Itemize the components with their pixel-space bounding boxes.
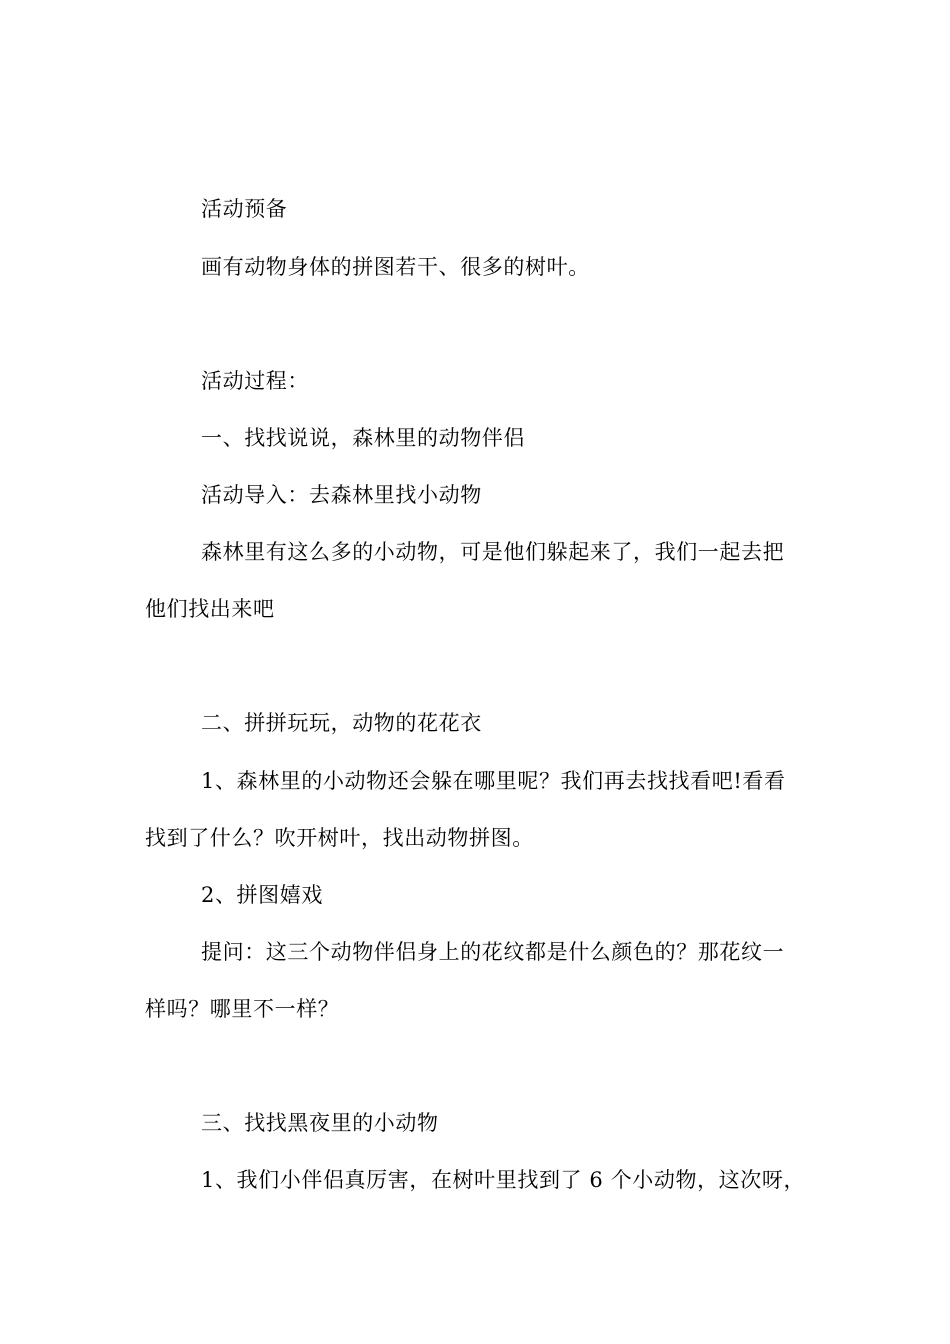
- section3-item1-line1: 1、我们小伴侣真厉害，在树叶里找到了 6 个小动物，这次呀，: [201, 1168, 806, 1192]
- section1-paragraph-line2: 他们找出来吧: [145, 597, 275, 621]
- process-heading: 活动过程：: [201, 369, 309, 393]
- section2-item2: 2、拼图嬉戏: [201, 883, 323, 907]
- section2-question-line2: 样吗？哪里不一样？: [145, 997, 340, 1021]
- section1-paragraph-line1: 森林里有这么多的小动物，可是他们躲起来了，我们一起去把: [201, 540, 785, 564]
- section3-title: 三、找找黑夜里的小动物: [201, 1111, 439, 1135]
- prep-heading: 活动预备: [201, 197, 288, 221]
- section2-title: 二、拼拼玩玩，动物的花花衣: [201, 711, 482, 735]
- prep-text: 画有动物身体的拼图若干、很多的树叶。: [201, 255, 590, 279]
- section2-item1-line1: 1、森林里的小动物还会躲在哪里呢？我们再去找找看吧!看看: [201, 769, 786, 793]
- section2-question-line1: 提问：这三个动物伴侣身上的花纹都是什么颜色的？那花纹一: [201, 940, 785, 964]
- section1-intro: 活动导入：去森林里找小动物: [201, 483, 482, 507]
- section1-title: 一、找找说说，森林里的动物伴侣: [201, 426, 525, 450]
- section2-item1-line2: 找到了什么？吹开树叶，找出动物拼图。: [145, 826, 534, 850]
